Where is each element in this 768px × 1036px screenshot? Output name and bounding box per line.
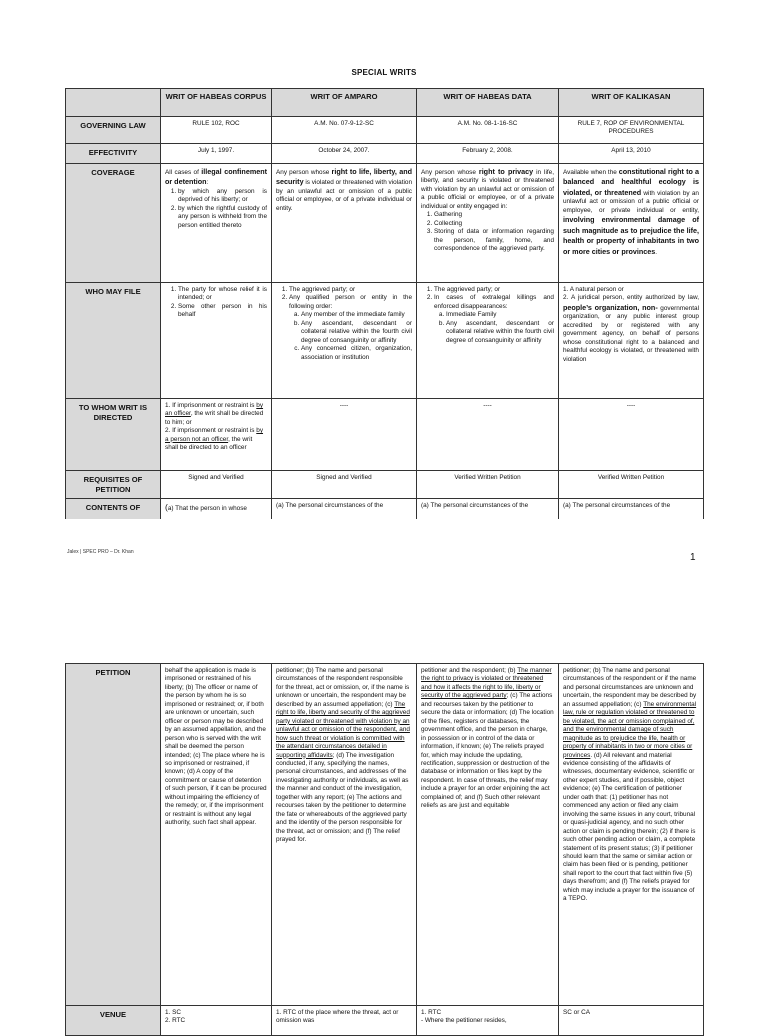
list-item: 2. Collecting [434, 220, 554, 228]
cell-dash: ---- [559, 399, 704, 471]
text: 1. A natural person or [563, 286, 624, 293]
cell-value: Verified Written Petition [559, 471, 704, 499]
list-item: a. Immediate Family [446, 311, 554, 319]
list-item: 3. Storing of data or information regarding the person, family, home, and correspondence of the aggrieved party. [434, 228, 554, 253]
cell-value: (a) The personal circumstances of the [559, 499, 704, 519]
special-writs-table-continued [65, 663, 704, 1036]
special-writs-table [65, 88, 704, 519]
col-header-habeas-data: WRIT OF HABEAS DATA [417, 89, 559, 117]
text: governmental organization, or any public interest group accredited by or registered with any government agency, on behalf of persons whose constitutional right to a balanced and healthful ecology is violated, or threatened with violation [563, 304, 699, 363]
cell-value: Signed and Verified [161, 471, 272, 499]
text: . [655, 248, 658, 256]
text: All cases of [165, 169, 199, 176]
cell-who-habeas-corpus [161, 283, 272, 399]
cell-value: RULE 102, ROC [161, 117, 272, 144]
text [165, 402, 267, 427]
cell-value: A.M. No. 08-1-16-SC [417, 117, 559, 144]
text: In cases of extralegal killings and enforced disappearances: [434, 294, 554, 310]
cell-to-whom-habeas-corpus [161, 399, 272, 471]
cell-petition-kalikasan [559, 664, 704, 1006]
text: . (d) All relevant and material evidence consisting of the affidavits of witnesses, documentary evidence, scientific or other expert studies, and if possible, object evidence; (e) The certification of petitioner under oath that: (1) petitioner has not commenced any action or filed any claim involving the same issues in any court, tribunal or quasi-judicial agency, and no such other action or claim is pending therein; (2) if there is such other pending action or claim, a complete statement of its present status; (3) if petitioner should learn that the same or similar action or claim has been filed or is pending, petitioner shall report to the court that fact within five (5) days therefrom; and (f) The reliefs prayed for which may include a prayer for the issuance of a TEPO. [563, 751, 696, 903]
text: in life, liberty, and security is violated or threatened with violation by an unlawful act or omission of a public official or employee, or of a private individual or entity engaged in: [421, 169, 554, 210]
list-item [289, 294, 412, 362]
row-label: WHO MAY FILE [66, 283, 161, 399]
text [165, 427, 267, 452]
text: : [206, 179, 209, 187]
text: a) That the person in whose [167, 505, 247, 513]
text: 2. If imprisonment or restraint is [165, 427, 255, 435]
text: 2. A juridical person, entity authorized by law, [563, 294, 699, 302]
page-footer: Jalex | SPEC PRO – Dr. Khan [67, 549, 134, 555]
text: petitioner; (b) The name and personal circumstances of the respondent or if the name and personal circumstances are unknown and uncertain, the respondent may be described by an assumed appellation; (c) [563, 667, 697, 708]
underlined-text: The right to life, liberty and security of the aggrieved party violated or threatened with violation by an unlawful act or omission of the respondent, and how such threat or violation is committed with the attendant circumstances detailed in supporting affidavits [276, 700, 410, 759]
cell-petition-amparo [272, 664, 417, 1006]
cell-value: April 13, 2010 [559, 144, 704, 164]
list-item: 1. The aggrieved party; or [289, 286, 412, 294]
sub-list [289, 311, 412, 362]
text: Any person whose [276, 169, 330, 176]
emphasis: people’s organization, non- [563, 302, 658, 312]
cell-dash: ---- [417, 399, 559, 471]
list-item: 2. Some other person in his behalf [178, 303, 267, 320]
row-venue [66, 1006, 704, 1036]
row-label: VENUE [66, 1006, 161, 1036]
list [165, 286, 267, 320]
text: 1. If imprisonment or restraint is [165, 402, 255, 409]
emphasis: illegal confinement or detention [165, 167, 267, 187]
cell-value: July 1, 1997. [161, 144, 272, 164]
page-title: SPECIAL WRITS [351, 68, 417, 77]
cell-who-kalikasan [559, 283, 704, 399]
list-item: 1. Gathering [434, 211, 554, 219]
row-coverage [66, 164, 704, 283]
emphasis: right to life, liberty, and security [276, 167, 413, 187]
row-label: TO WHOM WRIT IS DIRECTED [66, 399, 161, 471]
cell-coverage-amparo [272, 164, 417, 283]
list-item: 1. The party for whose relief it is intended; or [178, 286, 267, 303]
text: petitioner and the respondent; (b) [421, 667, 516, 674]
text: with violation by an unlawful act or omission of a public official or employee, or private individual or entity, [563, 189, 699, 214]
row-governing-law [66, 117, 704, 144]
row-to-whom-directed [66, 399, 704, 471]
row-contents [66, 499, 704, 519]
emphasis: involving environmental damage of such magnitude as to prejudice the life, health or property of inhabitants in two or more cities or provinces [563, 215, 699, 256]
cell-venue-habeas-corpus: 1. SC 2. RTC [161, 1006, 272, 1036]
row-requisites [66, 471, 704, 499]
text: is violated or threatened with violation by an unlawful act or omission of a public official or employee, or of a private individual or entity. [276, 179, 412, 212]
row-who-may-file [66, 283, 704, 399]
cell-venue-habeas-data: 1. RTC - Where the petitioner resides, [417, 1006, 559, 1036]
cell-value: (a) The personal circumstances of the [272, 499, 417, 519]
list-item [434, 294, 554, 345]
underlined-text: by a person not an officer [165, 427, 264, 443]
text: Available when the [563, 169, 617, 176]
list-item: c. Any concerned citizen, organization, association or institution [301, 345, 412, 362]
row-label: EFFECTIVITY [66, 144, 161, 164]
underlined-text: The manner the right to privacy is violated or threatened and how it affects the right to life, liberty or security of the aggrieved party [421, 667, 552, 700]
list-item: b. Any ascendant, descendant or collateral relative within the fourth civil degree of consanguinity or affinity [301, 320, 412, 345]
cell-value: Verified Written Petition [417, 471, 559, 499]
row-label: PETITION [66, 664, 161, 1006]
col-header-amparo: WRIT OF AMPARO [272, 89, 417, 117]
cell-value: (a) The personal circumstances of the [417, 499, 559, 519]
cell-value: October 24, 2007. [272, 144, 417, 164]
text: , the writ shall be directed to an officer [165, 435, 253, 452]
text: Any qualified person or entity in the following order: [289, 294, 412, 310]
list [276, 286, 412, 362]
sub-list [434, 311, 554, 345]
emphasis: constitutional right to a balanced and healthful ecology is violated, or threatened [563, 167, 700, 197]
text: ; (c) The actions and recourses taken by the petitioner to secure the data or information; (d) The location of the files, registers or databases, the government office, and the person in charge, in possession or in control of the data or information, if known; (e) The reliefs prayed for, which may include the updating, rectification, suppression or destruction of the database or information or files kept by the respondent. In case of threats, the relief may include a prayer for an order enjoining the act complained of; and (f) Such other relevant reliefs as are just and equitable [421, 692, 554, 810]
list [421, 286, 554, 345]
cell-coverage-habeas-data [417, 164, 559, 283]
row-label: REQUISITES OF PETITION [66, 471, 161, 499]
cell-venue-kalikasan: SC or CA [559, 1006, 704, 1036]
cell-dash: ---- [272, 399, 417, 471]
row-label: CONTENTS OF [66, 499, 161, 519]
table-header-row [66, 89, 704, 117]
cell-value: February 2, 2008. [417, 144, 559, 164]
page-number: 1 [690, 552, 696, 563]
cell-coverage-habeas-corpus [161, 164, 272, 283]
list-item: a. Any member of the immediate family [301, 311, 412, 319]
underlined-text: The environmental law, rule or regulation violated or threatened to be violated, the act or omission complained of, and the environmental damage of such magnitude as to prejudice the life, health or property of inhabitants in two or more cities or provinces [563, 700, 697, 759]
row-petition [66, 664, 704, 1006]
cell-who-habeas-data [417, 283, 559, 399]
list-item: 1. by which any person is deprived of his liberty; or [178, 188, 267, 205]
col-header-kalikasan: WRIT OF KALIKASAN [559, 89, 704, 117]
cell-petition-habeas-data [417, 664, 559, 1006]
text [563, 294, 699, 364]
header-corner [66, 89, 161, 117]
col-header-habeas-corpus: WRIT OF HABEAS CORPUS [161, 89, 272, 117]
text: ; (d) The investigation conducted, if any, specifying the names, personal circumstances, and addresses of the investigating authority or individuals, as well as the manner and conduct of the investigation, together with any report; (e) The actions and recourses taken by the petitioner to determine the fate or whereabouts of the aggrieved party and the identity of the person responsible for the threat, act or omission; and (f) The relief prayed for. [276, 751, 409, 844]
text: petitioner; (b) The name and personal circumstances of the respondent responsible for the threat, act or omission, or, if the name is unknown or uncertain, the respondent may be described by an assumed appellation; (c) [276, 667, 410, 708]
row-label: COVERAGE [66, 164, 161, 283]
list-item: 1. The aggrieved party; or [434, 286, 554, 294]
cell-petition-habeas-corpus: behalf the application is made is imprisoned or restrained of his liberty; (b) The officer or name of the person by whom he is so imprisoned or restrained; or, if both are unknown or uncertain, such officer or person may be described by an assumed appellation, and the person who is served with the writ shall be deemed the person intended; (c) The place where he is so imprisoned or restrained, if known; (d) A copy of the commitment or cause of detention of such person, if it can be procured without impairing the efficiency of the remedy; or, if the imprisonment or restraint is without any legal authority, such fact shall appear. [161, 664, 272, 1006]
cell-value: RULE 7, ROP OF ENVIRONMENTAL PROCEDURES [559, 117, 704, 144]
text: ( [165, 502, 168, 513]
underlined-text: by an officer [165, 402, 264, 418]
list [165, 188, 267, 230]
list [421, 211, 554, 253]
cell-contents-habeas-corpus [161, 499, 272, 519]
emphasis: right to privacy [478, 167, 534, 176]
list-item: 2. by which the rightful custody of any person is withheld from the person entitled thereto [178, 205, 267, 230]
cell-value: A.M. No. 07-9-12-SC [272, 117, 417, 144]
row-effectivity [66, 144, 704, 164]
cell-value: Signed and Verified [272, 471, 417, 499]
text: , the writ shall be directed to him; or [165, 410, 264, 426]
cell-who-amparo [272, 283, 417, 399]
list-item: b. Any ascendant, descendant or collateral relative within the fourth civil degree of consanguinity or affinity [446, 320, 554, 345]
row-label: GOVERNING LAW [66, 117, 161, 144]
cell-coverage-kalikasan [559, 164, 704, 283]
text: Any person whose [421, 169, 476, 176]
cell-venue-amparo: 1. RTC of the place where the threat, act or omission was [272, 1006, 417, 1036]
